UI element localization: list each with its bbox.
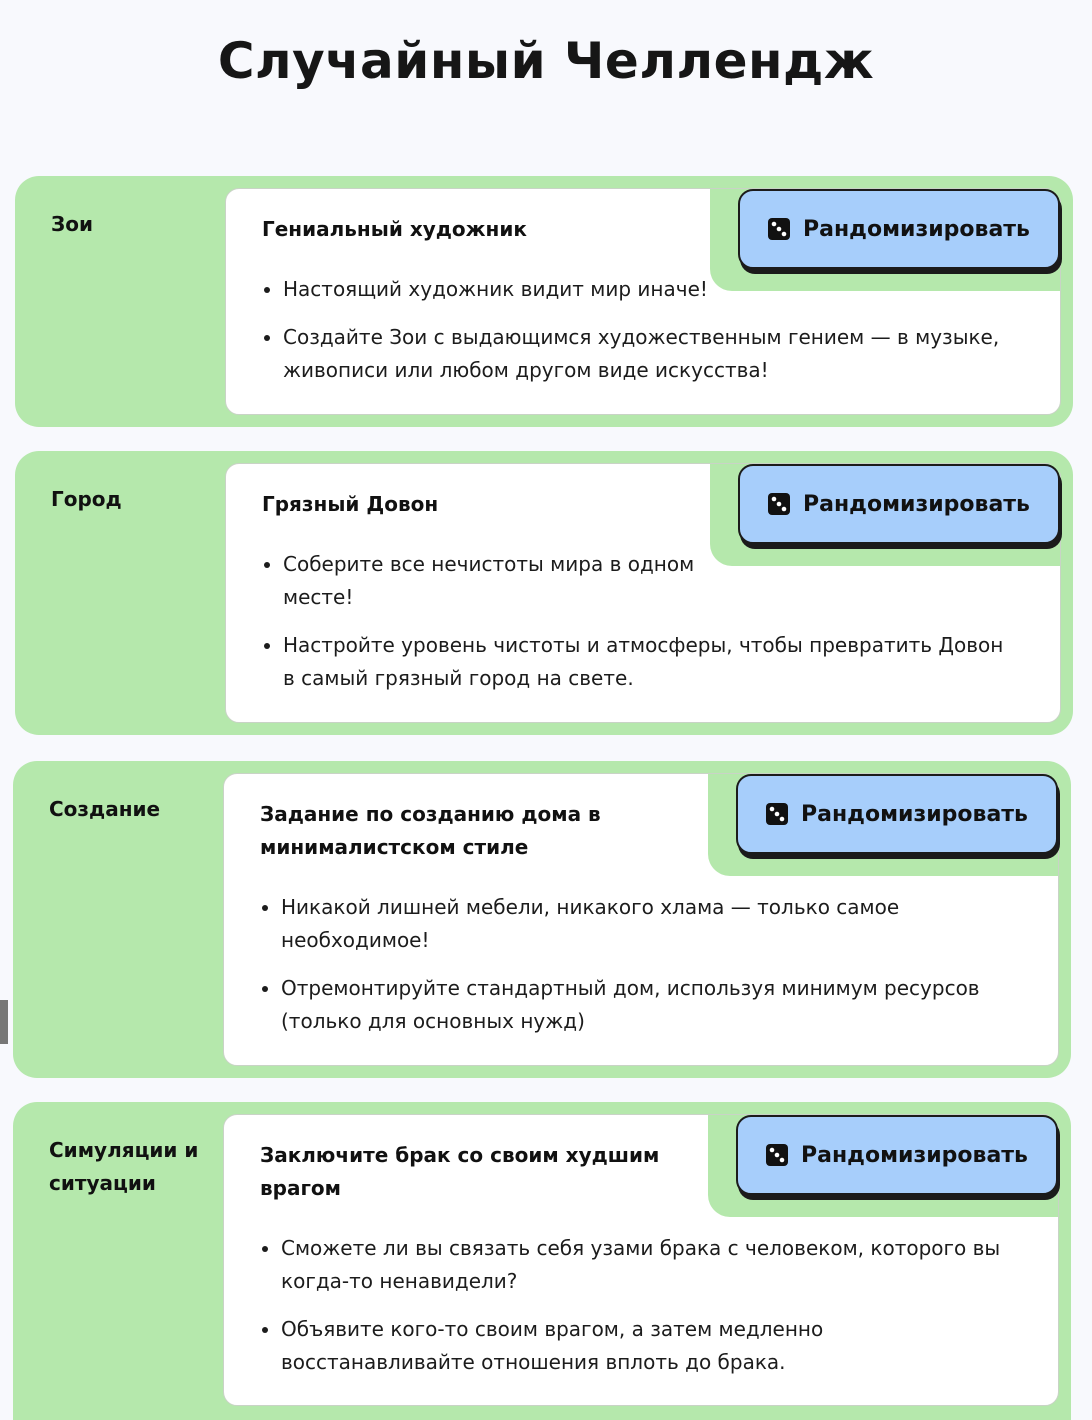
challenge-title: Задание по созданию дома в минималистском стиле	[260, 802, 601, 859]
challenge-panel	[223, 773, 1059, 1066]
challenge-panel	[223, 1114, 1059, 1406]
challenge-panel	[225, 463, 1061, 723]
page-title: Случайный Челлендж	[217, 32, 875, 90]
dice-icon	[768, 218, 790, 240]
bullet-item: • Сможете ли вы связать себя узами брака с человеком, которого вы когда-то ненавидели?	[281, 1232, 1018, 1298]
challenge-panel	[225, 188, 1061, 415]
bullet-item: • Настройте уровень чистоты и атмосферы, чтобы превратить Довон в самый грязный город на свете.	[283, 629, 1020, 695]
challenge-title: Заключите брак со своим худшим врагом	[260, 1143, 660, 1200]
randomize-button[interactable]	[736, 1115, 1058, 1195]
dice-icon	[766, 1144, 788, 1166]
randomize-button-label: Рандомизировать	[801, 1142, 1028, 1168]
challenge-card-zoi	[15, 176, 1073, 427]
card-category: Симуляции и ситуации	[49, 1138, 199, 1195]
dice-icon	[766, 803, 788, 825]
challenge-bullets	[262, 273, 1020, 387]
challenge-title: Гениальный художник	[262, 217, 527, 241]
bullet-item: • Соберите все нечистоты мира в одном месте!	[283, 548, 713, 614]
bullet-item: • Создайте Зои с выдающимся художественным гением — в музыке, живописи или любом другом виде искусства!	[283, 321, 1020, 387]
scroll-marker	[0, 1000, 8, 1044]
bullet-item: • Объявите кого-то своим врагом, а затем медленно восстанавливайте отношения вплоть до брака.	[281, 1313, 1018, 1379]
challenge-card-city	[15, 451, 1073, 735]
card-category: Создание	[49, 797, 161, 821]
bullet-item: • Отремонтируйте стандартный дом, используя минимум ресурсов (только для основных нужд)	[281, 972, 1018, 1038]
challenge-bullets	[260, 1232, 1018, 1379]
randomize-button[interactable]	[736, 774, 1058, 854]
challenge-bullets	[260, 891, 1018, 1038]
randomize-button-label: Рандомизировать	[803, 491, 1030, 517]
challenge-bullets	[262, 548, 1020, 695]
card-category: Город	[51, 487, 122, 511]
dice-icon	[768, 493, 790, 515]
randomize-button[interactable]	[738, 189, 1060, 269]
bullet-item: • Никакой лишней мебели, никакого хлама — только самое необходимое!	[281, 891, 1018, 957]
bullet-item: • Настоящий художник видит мир иначе!	[283, 273, 713, 306]
challenge-title: Грязный Довон	[262, 492, 439, 516]
challenge-card-situations	[13, 1102, 1071, 1420]
challenge-card-build	[13, 761, 1071, 1078]
card-category: Зои	[51, 212, 93, 236]
randomize-button-label: Рандомизировать	[803, 216, 1030, 242]
randomize-button-label: Рандомизировать	[801, 801, 1028, 827]
randomize-button[interactable]	[738, 464, 1060, 544]
